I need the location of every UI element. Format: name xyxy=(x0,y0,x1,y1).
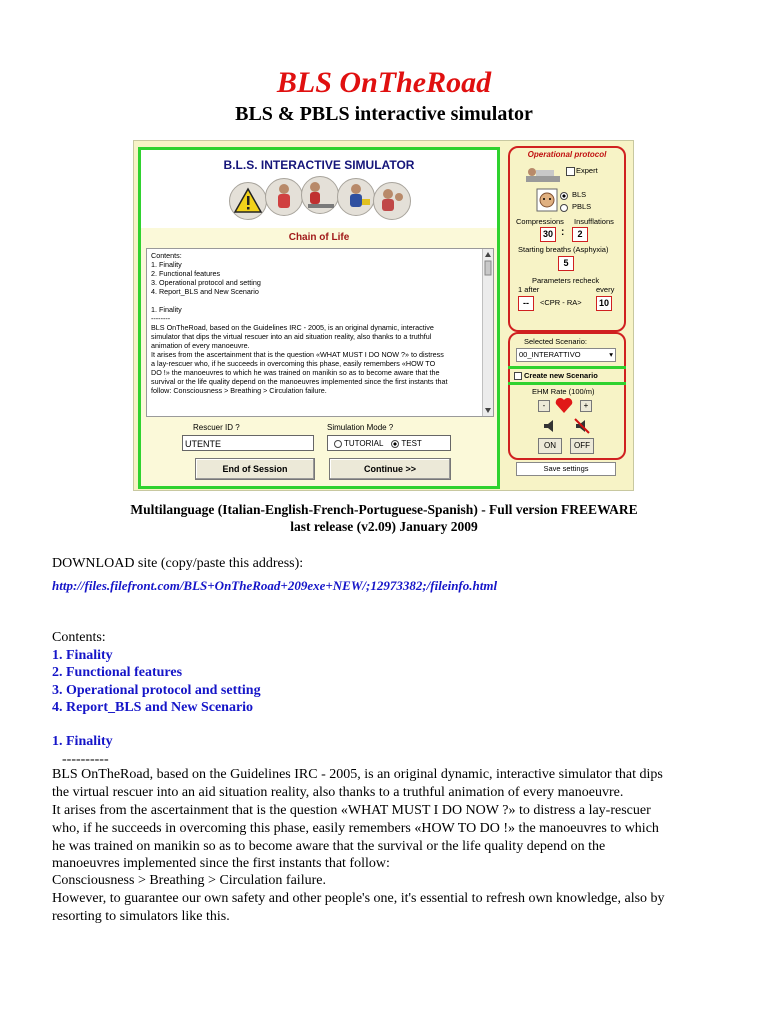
multilanguage-note: Multilanguage (Italian-English-French-Portuguese-Spanish) - Full version FREEWARE xyxy=(130,502,638,517)
bls-radio[interactable] xyxy=(560,192,568,200)
pbls-radio[interactable] xyxy=(560,204,568,212)
contents-line: -------- xyxy=(151,314,171,323)
scenario-value: 00_INTERATTIVO xyxy=(519,350,581,359)
contents-line: 3. Operational protocol and setting xyxy=(151,278,261,287)
selected-scenario-label: Selected Scenario: xyxy=(524,337,587,346)
recheck-every-input[interactable]: 10 xyxy=(596,296,612,311)
page-subtitle: BLS & PBLS interactive simulator xyxy=(235,103,533,125)
compressions-input[interactable]: 30 xyxy=(540,227,556,242)
speaker-icon xyxy=(542,418,558,434)
cpr-ra-label: <CPR - RA> xyxy=(540,298,582,307)
contents-scrollbar[interactable] xyxy=(482,249,493,416)
contents-line: a lay-rescuer who, if he succeeds in overcoming this phase, easily remembers «HOW TO xyxy=(151,359,436,368)
call-help-icon xyxy=(265,178,303,216)
contents-link-finality[interactable]: 1. Finality xyxy=(52,648,113,663)
body-line: BLS OnTheRoad, based on the Guidelines IRC - 2005, is an original dynamic, interactive simulator that dips xyxy=(52,767,663,782)
page-title: BLS OnTheRoad xyxy=(276,66,492,99)
sound-on-button[interactable]: ON xyxy=(538,438,562,454)
scenario-select[interactable] xyxy=(516,348,616,362)
body-line: the virtual rescuer into an aid situation reality, also thanks to a truthful animation of every manoeuvre. xyxy=(52,785,624,800)
contents-textarea[interactable] xyxy=(146,248,494,417)
cpr-icon xyxy=(301,176,339,214)
tutorial-radio[interactable] xyxy=(334,440,342,448)
contents-line xyxy=(151,296,477,305)
section-title: 1. Finality xyxy=(52,734,113,749)
contents-line: DO !» the manoeuvres to which he was trained on manikin so as to become aware that the xyxy=(151,368,440,377)
protocol-panel xyxy=(508,146,626,474)
starting-breaths-label: Starting breaths (Asphyxia) xyxy=(518,245,609,254)
ehm-rate-label: EHM Rate (100/m) xyxy=(532,387,595,396)
body-line: It arises from the ascertainment that is the question «WHAT MUST I DO NOW ?» to distress a lay-rescuer xyxy=(52,803,651,818)
chain-of-life-label: Chain of Life xyxy=(288,232,350,243)
end-of-session-button[interactable]: End of Session xyxy=(195,458,315,480)
test-label: TEST xyxy=(401,439,422,448)
bls-label: BLS xyxy=(572,190,587,199)
rescuer-id-label: Rescuer ID ? xyxy=(193,423,240,432)
green-divider xyxy=(508,382,626,385)
contents-line: BLS OnTheRoad, based on the Guidelines IRC - 2005, is an original dynamic, interactive xyxy=(151,323,434,332)
simulation-mode-label: Simulation Mode ? xyxy=(327,423,394,432)
simulator-title: B.L.S. INTERACTIVE SIMULATOR xyxy=(223,158,415,172)
parameters-recheck-label: Parameters recheck xyxy=(532,276,600,285)
contents-line: follow: Consciousness > Breathing > Circulation failure. xyxy=(151,386,327,395)
contents-line: 2. Functional features xyxy=(151,269,221,278)
body-line: he was trained on manikin so as to become aware that the survival or the life quality depend on the xyxy=(52,839,606,854)
manikin-icon xyxy=(524,162,564,186)
body-line: manoeuvres implemented since the first instants that follow: xyxy=(52,856,390,871)
simulator-screenshot xyxy=(133,140,634,491)
body-line: However, to guarantee our own safety and other people's one, it's essential to refresh own knowledge, also by xyxy=(52,891,665,906)
body-line: who, if he succeeds in overcoming this phase, easily remembers «HOW TO DO !» the manoeuvres to which xyxy=(52,821,659,836)
operational-protocol-box xyxy=(508,146,626,332)
starting-breaths-input[interactable]: 5 xyxy=(558,256,574,271)
section-rule: ---------- xyxy=(62,752,109,767)
contents-link-protocol[interactable]: 3. Operational protocol and setting xyxy=(52,683,261,698)
contents-text xyxy=(151,251,477,395)
contents-line: animation of every manoeuvre. xyxy=(151,341,250,350)
expert-checkbox[interactable] xyxy=(566,167,575,176)
protocol-title: Operational protocol xyxy=(527,150,607,159)
continue-button[interactable]: Continue >> xyxy=(329,458,451,480)
simulator-header xyxy=(141,150,497,228)
green-divider xyxy=(508,366,626,369)
download-label: DOWNLOAD site (copy/paste this address): xyxy=(52,556,304,571)
contents-line: simulator that dips the virtual rescuer into an aid situation reality, also thanks to a truthful xyxy=(151,332,432,341)
rate-plus-button[interactable]: + xyxy=(580,400,592,412)
expert-label: Expert xyxy=(576,166,598,175)
advanced-care-icon xyxy=(373,182,411,220)
contents-line: survival or the life quality depend on the manoeuvres implemented since the first instants that xyxy=(151,377,448,386)
contents-heading: Contents: xyxy=(52,630,106,645)
after-label: 1 after xyxy=(518,285,540,294)
download-link[interactable]: http://files.filefront.com/BLS+OnTheRoad+209exe+NEW/;12973382;/fileinfo.html xyxy=(52,578,498,593)
rate-minus-button[interactable]: - xyxy=(538,400,550,412)
defibrillation-icon xyxy=(337,178,375,216)
test-radio[interactable] xyxy=(391,440,399,448)
contents-line: 4. Report_BLS and New Scenario xyxy=(151,287,259,296)
pbls-label: PBLS xyxy=(572,202,592,211)
tutorial-label: TUTORIAL xyxy=(344,439,384,448)
insufflations-input[interactable]: 2 xyxy=(572,227,588,242)
simulation-mode-group xyxy=(327,435,451,451)
simulator-main-pane xyxy=(138,147,500,489)
save-settings-button[interactable]: Save settings xyxy=(516,462,616,476)
recheck-after-input[interactable]: -- xyxy=(518,296,534,311)
create-scenario-checkbox[interactable] xyxy=(514,372,522,380)
insufflations-label: Insufflations xyxy=(574,217,614,226)
compressions-label: Compressions xyxy=(516,217,564,226)
rescuer-id-input[interactable]: UTENTE xyxy=(182,435,314,451)
chevron-down-icon: ▾ xyxy=(609,350,613,359)
contents-line: Contents: xyxy=(151,251,182,260)
heart-icon xyxy=(554,396,574,414)
contents-line: It arises from the ascertainment that is the question «WHAT MUST I DO NOW ?» to distress xyxy=(151,350,444,359)
sound-off-button[interactable]: OFF xyxy=(570,438,594,454)
contents-link-report[interactable]: 4. Report_BLS and New Scenario xyxy=(52,700,254,715)
mute-icon xyxy=(574,418,590,434)
body-line: resorting to simulators like this. xyxy=(52,909,230,924)
create-scenario-label: Create new Scenario xyxy=(524,371,598,380)
release-note: last release (v2.09) January 2009 xyxy=(290,519,478,534)
warning-icon xyxy=(229,182,267,220)
contents-line: 1. Finality xyxy=(151,260,182,269)
face-icon xyxy=(536,188,558,212)
contents-line: 1. Finality xyxy=(151,305,182,314)
ratio-colon: : xyxy=(561,227,565,238)
every-label: every xyxy=(596,285,615,294)
contents-link-features[interactable]: 2. Functional features xyxy=(52,665,183,680)
body-line: Consciousness > Breathing > Circulation failure. xyxy=(52,873,326,888)
